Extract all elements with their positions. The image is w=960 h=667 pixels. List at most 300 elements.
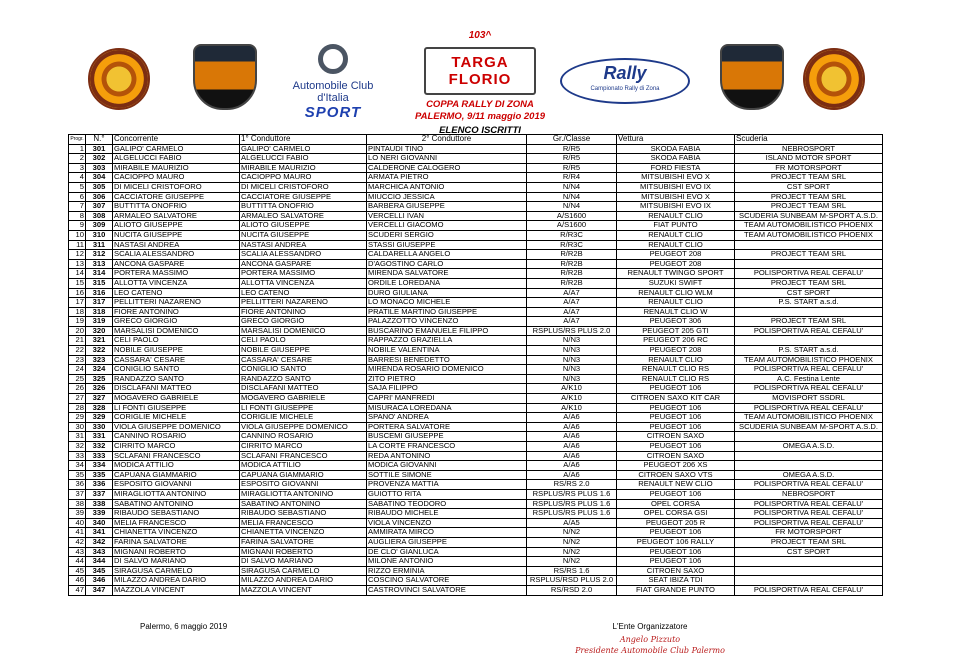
cell-scuderia: POLISPORTIVA REAL CEFALU' (735, 518, 883, 528)
cell-progr: 12 (69, 250, 86, 260)
cell-number: 336 (86, 480, 113, 490)
cell-vettura: RENAULT CLIO WLM (617, 288, 735, 298)
cell-secondo-conduttore: GUIOTTO RITA (367, 489, 527, 499)
table-row (69, 489, 883, 499)
cell-primo-conduttore: MOGAVERO GABRIELE (240, 394, 367, 404)
cell-scuderia: TEAM AUTOMOBILISTICO PHOENIX (735, 413, 883, 423)
cell-number: 340 (86, 518, 113, 528)
cell-number: 332 (86, 442, 113, 452)
cell-progr: 35 (69, 470, 86, 480)
cell-scuderia (735, 557, 883, 567)
cell-gruppo-classe: A/A6 (527, 470, 617, 480)
cell-progr: 33 (69, 451, 86, 461)
cell-vettura: PEUGEOT 106 (617, 422, 735, 432)
col-header-gruppo-classe: Gr./Classe (527, 135, 617, 145)
cell-secondo-conduttore: LO NERI GIOVANNI (367, 154, 527, 164)
cell-vettura: CITROEN SAXO KIT CAR (617, 394, 735, 404)
cell-progr: 27 (69, 394, 86, 404)
cell-gruppo-classe: RS/RS 2.0 (527, 480, 617, 490)
cell-scuderia: FR MOTORSPORT (735, 163, 883, 173)
cell-concorrente: MAZZOLA VINCENT (113, 585, 240, 595)
cell-primo-conduttore: NOBILE GIUSEPPE (240, 346, 367, 356)
cell-number: 326 (86, 384, 113, 394)
cell-vettura: MITSUBISHI EVO IX (617, 182, 735, 192)
cell-gruppo-classe: N/N2 (527, 528, 617, 538)
cell-gruppo-classe: RSPLUS/RSD PLUS 2.0 (527, 576, 617, 586)
cell-primo-conduttore: CACCIATORE GIUSEPPE (240, 192, 367, 202)
cell-vettura: PEUGEOT 208 (617, 259, 735, 269)
organizer-label: L'Ente Organizzatore (612, 622, 688, 631)
cell-scuderia (735, 336, 883, 346)
cell-primo-conduttore: FIORE ANTONINO (240, 307, 367, 317)
cell-primo-conduttore: SABATINO ANTONINO (240, 499, 367, 509)
cell-concorrente: CACCIATORE GIUSEPPE (113, 192, 240, 202)
targa-florio-logo (424, 47, 536, 95)
cell-gruppo-classe: RSPLUS/RS PLUS 1.6 (527, 509, 617, 519)
cell-scuderia: ISLAND MOTOR SPORT (735, 154, 883, 164)
table-row (69, 163, 883, 173)
cell-concorrente: VIOLA GIUSEPPE DOMENICO (113, 422, 240, 432)
table-row (69, 154, 883, 164)
cell-gruppo-classe: RS/RS 1.6 (527, 566, 617, 576)
cell-secondo-conduttore: COSCINO SALVATORE (367, 576, 527, 586)
cell-concorrente: ANCONA GASPARE (113, 259, 240, 269)
table-row (69, 499, 883, 509)
cell-concorrente: CANNINO ROSARIO (113, 432, 240, 442)
cell-concorrente: ALGELUCCI FABIO (113, 154, 240, 164)
cell-gruppo-classe: R/R5 (527, 163, 617, 173)
cell-scuderia (735, 461, 883, 471)
table-row (69, 384, 883, 394)
cell-vettura: PEUGEOT 205 R (617, 518, 735, 528)
cell-primo-conduttore: ANCONA GASPARE (240, 259, 367, 269)
cell-vettura: CITROEN SAXO VTS (617, 470, 735, 480)
cell-secondo-conduttore: MIUCCIO JESSICA (367, 192, 527, 202)
cell-gruppo-classe: A/A7 (527, 288, 617, 298)
cell-gruppo-classe: R/R3C (527, 240, 617, 250)
cell-progr: 39 (69, 509, 86, 519)
organizer-signature-block (570, 622, 730, 655)
cell-progr: 21 (69, 336, 86, 346)
cell-number: 341 (86, 528, 113, 538)
cell-secondo-conduttore: BARBERA GIUSEPPE (367, 202, 527, 212)
cell-primo-conduttore: CASSARA' CESARE (240, 355, 367, 365)
cell-scuderia: POLISPORTIVA REAL CEFALU' (735, 384, 883, 394)
cell-number: 307 (86, 202, 113, 212)
table-row (69, 394, 883, 404)
cell-gruppo-classe: R/R2B (527, 259, 617, 269)
cell-gruppo-classe: R/R4 (527, 173, 617, 183)
cell-concorrente: PORTERA MASSIMO (113, 269, 240, 279)
cell-number: 315 (86, 278, 113, 288)
cell-secondo-conduttore: SCUDERI SERGIO (367, 230, 527, 240)
cell-concorrente: GRECO GIORGIO (113, 317, 240, 327)
cell-progr: 14 (69, 269, 86, 279)
cell-gruppo-classe: A/K10 (527, 394, 617, 404)
cell-progr: 23 (69, 355, 86, 365)
table-row (69, 355, 883, 365)
cell-concorrente: ALLOTTA VINCENZA (113, 278, 240, 288)
cell-concorrente: CORIGLIE MICHELE (113, 413, 240, 423)
footer-place-date: Palermo, 6 maggio 2019 (140, 622, 228, 631)
cell-scuderia: CST SPORT (735, 547, 883, 557)
table-row (69, 317, 883, 327)
cell-secondo-conduttore: REDA ANTONINO (367, 451, 527, 461)
signature-title: Presidente Automobile Club Palermo (575, 646, 725, 655)
table-header-row (69, 135, 883, 145)
cell-number: 334 (86, 461, 113, 471)
cell-scuderia: POLISPORTIVA REAL CEFALU' (735, 269, 883, 279)
cell-number: 320 (86, 326, 113, 336)
cell-scuderia: OMEGA A.S.D. (735, 470, 883, 480)
cell-concorrente: CONIGLIO SANTO (113, 365, 240, 375)
cell-secondo-conduttore: CAPRI' MANFREDI (367, 394, 527, 404)
cell-secondo-conduttore: MILONE ANTONIO (367, 557, 527, 567)
table-row (69, 250, 883, 260)
cell-concorrente: PELLITTERI NAZARENO (113, 298, 240, 308)
cell-gruppo-classe: A/S1600 (527, 211, 617, 221)
cell-primo-conduttore: GRECO GIORGIO (240, 317, 367, 327)
cell-secondo-conduttore: DE CLO' GIANLUCA (367, 547, 527, 557)
cell-secondo-conduttore: SOTTILE SIMONE (367, 470, 527, 480)
cell-progr: 25 (69, 374, 86, 384)
targa-florio-logo-text: TARGA FLORIO (448, 54, 512, 88)
cell-concorrente: CELI PAOLO (113, 336, 240, 346)
cell-vettura: RENAULT CLIO (617, 240, 735, 250)
signature-name: Angelo Pizzuto (619, 635, 681, 644)
cell-number: 304 (86, 173, 113, 183)
table-row (69, 509, 883, 519)
cell-number: 309 (86, 221, 113, 231)
cell-vettura: RENAULT CLIO (617, 230, 735, 240)
cell-secondo-conduttore: ARMATA PIETRO (367, 173, 527, 183)
cell-progr: 7 (69, 202, 86, 212)
cell-primo-conduttore: ALIOTO GIUSEPPE (240, 221, 367, 231)
table-row (69, 230, 883, 240)
cell-primo-conduttore: GALIPO' CARMELO (240, 144, 367, 154)
table-row (69, 413, 883, 423)
automobile-club-palermo-seal-left (88, 48, 150, 110)
rally-logo-subtext: Campionato Rally di Zona (590, 86, 660, 92)
cell-secondo-conduttore: AMMIRATA MIRCO (367, 528, 527, 538)
cell-primo-conduttore: DI SALVO MARIANO (240, 557, 367, 567)
edition-number: 103^ (468, 30, 492, 41)
cell-secondo-conduttore: PALAZZOTTO VINCENZO (367, 317, 527, 327)
cell-vettura: RENAULT CLIO W (617, 307, 735, 317)
cell-secondo-conduttore: PRATILE MARTINO GIUSEPPE (367, 307, 527, 317)
cell-gruppo-classe: A/A6 (527, 422, 617, 432)
cell-primo-conduttore: PELLITTERI NAZARENO (240, 298, 367, 308)
cell-scuderia: MOVISPORT SSDRL (735, 394, 883, 404)
cell-vettura: RENAULT CLIO (617, 355, 735, 365)
cell-concorrente: ALIOTO GIUSEPPE (113, 221, 240, 231)
table-row (69, 442, 883, 452)
cell-number: 317 (86, 298, 113, 308)
cell-concorrente: NASTASI ANDREA (113, 240, 240, 250)
cell-number: 343 (86, 547, 113, 557)
cell-progr: 3 (69, 163, 86, 173)
cell-secondo-conduttore: STASSI GIUSEPPE (367, 240, 527, 250)
cell-progr: 24 (69, 365, 86, 375)
cell-progr: 2 (69, 154, 86, 164)
cell-primo-conduttore: CIRRITO MARCO (240, 442, 367, 452)
cell-progr: 20 (69, 326, 86, 336)
cell-progr: 32 (69, 442, 86, 452)
aci-logo-line2: SPORT (304, 104, 362, 121)
cell-primo-conduttore: ESPOSITO GIOVANNI (240, 480, 367, 490)
cell-number: 316 (86, 288, 113, 298)
cell-vettura: RENAULT CLIO (617, 298, 735, 308)
cell-scuderia: P.S. START a.s.d. (735, 346, 883, 356)
cell-number: 335 (86, 470, 113, 480)
coppa-title: COPPA RALLY DI ZONA (426, 99, 534, 110)
cell-gruppo-classe: N/N2 (527, 547, 617, 557)
cell-scuderia: NEBROSPORT (735, 489, 883, 499)
cell-vettura: PEUGEOT 106 RALLY (617, 537, 735, 547)
cell-primo-conduttore: CONIGLIO SANTO (240, 365, 367, 375)
cell-scuderia: TEAM AUTOMOBILISTICO PHOENIX (735, 355, 883, 365)
cell-concorrente: SIRAGUSA CARMELO (113, 566, 240, 576)
cell-gruppo-classe: RSPLUS/RS PLUS 2.0 (527, 326, 617, 336)
cell-vettura: PEUGEOT 208 (617, 346, 735, 356)
cell-scuderia: SCUDERIA SUNBEAM M-SPORT A.S.D. (735, 211, 883, 221)
col-header-primo-conduttore: 1° Conduttore (240, 135, 367, 145)
cell-progr: 44 (69, 557, 86, 567)
crest-logo-right (720, 44, 784, 110)
table-row (69, 537, 883, 547)
table-row (69, 422, 883, 432)
table-row (69, 566, 883, 576)
cell-secondo-conduttore: DURO GIULIANA (367, 288, 527, 298)
cell-number: 322 (86, 346, 113, 356)
cell-gruppo-classe: R/R3C (527, 230, 617, 240)
table-row (69, 269, 883, 279)
cell-secondo-conduttore: SPANO' ANDREA (367, 413, 527, 423)
cell-secondo-conduttore: MODICA GIOVANNI (367, 461, 527, 471)
cell-gruppo-classe: A/A6 (527, 461, 617, 471)
cell-concorrente: RIBAUDO SEBASTIANO (113, 509, 240, 519)
cell-secondo-conduttore: ORDILE LOREDANA (367, 278, 527, 288)
cell-gruppo-classe: A/A6 (527, 413, 617, 423)
cell-primo-conduttore: RIBAUDO SEBASTIANO (240, 509, 367, 519)
cell-concorrente: GALIPO' CARMELO (113, 144, 240, 154)
cell-concorrente: CIRRITO MARCO (113, 442, 240, 452)
table-row (69, 202, 883, 212)
cell-progr: 47 (69, 585, 86, 595)
cell-primo-conduttore: CAPUANA GIAMMARIO (240, 470, 367, 480)
table-row (69, 211, 883, 221)
cell-primo-conduttore: SCALIA ALESSANDRO (240, 250, 367, 260)
cell-secondo-conduttore: NOBILE VALENTINA (367, 346, 527, 356)
cell-concorrente: DI SALVO MARIANO (113, 557, 240, 567)
cell-vettura: SUZUKI SWIFT (617, 278, 735, 288)
cell-progr: 28 (69, 403, 86, 413)
cell-scuderia: PROJECT TEAM SRL (735, 250, 883, 260)
cell-concorrente: MILAZZO ANDREA DARIO (113, 576, 240, 586)
cell-number: 328 (86, 403, 113, 413)
cell-vettura: OPEL CORSA GSI (617, 509, 735, 519)
cell-number: 308 (86, 211, 113, 221)
cell-scuderia (735, 451, 883, 461)
cell-secondo-conduttore: SABATINO TEODORO (367, 499, 527, 509)
cell-secondo-conduttore: D'AGOSTINO CARLO (367, 259, 527, 269)
cell-vettura: PEUGEOT 208 (617, 250, 735, 260)
cell-progr: 22 (69, 346, 86, 356)
cell-concorrente: RANDAZZO SANTO (113, 374, 240, 384)
cell-progr: 31 (69, 432, 86, 442)
cell-vettura: OPEL CORSA (617, 499, 735, 509)
cell-scuderia: CST SPORT (735, 182, 883, 192)
cell-concorrente: MIRABILE MAURIZIO (113, 163, 240, 173)
cell-secondo-conduttore: MIRENDA ROSARIO DOMENICO (367, 365, 527, 375)
cell-gruppo-classe: N/N4 (527, 192, 617, 202)
cell-vettura: CITROEN SAXO (617, 432, 735, 442)
cell-secondo-conduttore: RIZZO ERMINIA (367, 566, 527, 576)
cell-primo-conduttore: MIRABILE MAURIZIO (240, 163, 367, 173)
cell-secondo-conduttore: PROVENZA MATTIA (367, 480, 527, 490)
cell-number: 312 (86, 250, 113, 260)
cell-vettura: PEUGEOT 106 (617, 489, 735, 499)
cell-vettura: PEUGEOT 205 GTI (617, 326, 735, 336)
cell-secondo-conduttore: PORTERA SALVATORE (367, 422, 527, 432)
cell-vettura: MITSUBISHI EVO X (617, 192, 735, 202)
cell-number: 342 (86, 537, 113, 547)
table-row (69, 374, 883, 384)
cell-gruppo-classe: A/A6 (527, 432, 617, 442)
cell-gruppo-classe: A/A5 (527, 518, 617, 528)
cell-progr: 36 (69, 480, 86, 490)
cell-scuderia: POLISPORTIVA REAL CEFALU' (735, 326, 883, 336)
table-row (69, 173, 883, 183)
cell-vettura: PEUGEOT 206 XS (617, 461, 735, 471)
cell-scuderia: FR MOTORSPORT (735, 528, 883, 538)
cell-number: 327 (86, 394, 113, 404)
cell-primo-conduttore: ARMALEO SALVATORE (240, 211, 367, 221)
cell-progr: 4 (69, 173, 86, 183)
cell-progr: 29 (69, 413, 86, 423)
cell-secondo-conduttore: PINTAUDI TINO (367, 144, 527, 154)
cell-primo-conduttore: BUTTITTA ONOFRIO (240, 202, 367, 212)
table-row (69, 298, 883, 308)
cell-concorrente: MOGAVERO GABRIELE (113, 394, 240, 404)
cell-scuderia: POLISPORTIVA REAL CEFALU' (735, 365, 883, 375)
cell-primo-conduttore: LI FONTI GIUSEPPE (240, 403, 367, 413)
cell-secondo-conduttore: RIBAUDO MICHELE (367, 509, 527, 519)
aci-logo-line1: Automobile Club d'Italia (292, 80, 374, 104)
cell-progr: 8 (69, 211, 86, 221)
cell-number: 311 (86, 240, 113, 250)
table-row (69, 480, 883, 490)
cell-concorrente: ESPOSITO GIOVANNI (113, 480, 240, 490)
list-title: ELENCO ISCRITTI (439, 125, 521, 136)
cell-concorrente: MARSALISI DOMENICO (113, 326, 240, 336)
cell-gruppo-classe: A/A7 (527, 307, 617, 317)
cell-secondo-conduttore: VIOLA VINCENZO (367, 518, 527, 528)
cell-scuderia: P.S. START a.s.d. (735, 298, 883, 308)
cell-progr: 42 (69, 537, 86, 547)
cell-number: 314 (86, 269, 113, 279)
crest-logo-left (193, 44, 257, 110)
cell-number: 321 (86, 336, 113, 346)
cell-gruppo-classe: N/N3 (527, 336, 617, 346)
cell-primo-conduttore: DISCLAFANI MATTEO (240, 384, 367, 394)
cell-progr: 13 (69, 259, 86, 269)
cell-primo-conduttore: PORTERA MASSIMO (240, 269, 367, 279)
cell-vettura: PEUGEOT 106 (617, 403, 735, 413)
cell-concorrente: LI FONTI GIUSEPPE (113, 403, 240, 413)
cell-secondo-conduttore: AUGLIERA GIUSEPPE (367, 537, 527, 547)
col-header-vettura: Vettura (617, 135, 735, 145)
col-header-scuderia: Scuderia (735, 135, 883, 145)
table-row (69, 346, 883, 356)
cell-gruppo-classe: R/R2B (527, 278, 617, 288)
cell-vettura: PEUGEOT 206 RC (617, 336, 735, 346)
cell-scuderia: POLISPORTIVA REAL CEFALU' (735, 403, 883, 413)
cell-vettura: CITROEN SAXO (617, 451, 735, 461)
cell-primo-conduttore: CANNINO ROSARIO (240, 432, 367, 442)
table-row (69, 576, 883, 586)
cell-secondo-conduttore: MIRENDA SALVATORE (367, 269, 527, 279)
table-row (69, 470, 883, 480)
cell-gruppo-classe: N/N2 (527, 557, 617, 567)
cell-vettura: RENAULT CLIO RS (617, 365, 735, 375)
cell-scuderia: PROJECT TEAM SRL (735, 317, 883, 327)
cell-secondo-conduttore: BARRESI BENEDETTO (367, 355, 527, 365)
cell-vettura: PEUGEOT 106 (617, 384, 735, 394)
cell-scuderia (735, 566, 883, 576)
cell-vettura: MITSUBISHI EVO IX (617, 202, 735, 212)
cell-gruppo-classe: A/K10 (527, 403, 617, 413)
cell-gruppo-classe: A/A6 (527, 451, 617, 461)
cell-primo-conduttore: ALLOTTA VINCENZA (240, 278, 367, 288)
cell-number: 319 (86, 317, 113, 327)
cell-number: 318 (86, 307, 113, 317)
cell-gruppo-classe: N/N3 (527, 355, 617, 365)
cell-progr: 10 (69, 230, 86, 240)
aci-sport-logo (278, 44, 388, 121)
cell-progr: 40 (69, 518, 86, 528)
table-row (69, 518, 883, 528)
table-row (69, 307, 883, 317)
cell-progr: 26 (69, 384, 86, 394)
cell-primo-conduttore: MARSALISI DOMENICO (240, 326, 367, 336)
cell-vettura: PEUGEOT 106 (617, 442, 735, 452)
cell-vettura: MITSUBISHI EVO X (617, 173, 735, 183)
cell-primo-conduttore: MIGNANI ROBERTO (240, 547, 367, 557)
cell-progr: 43 (69, 547, 86, 557)
table-row (69, 547, 883, 557)
cell-gruppo-classe: RSPLUS/RS PLUS 1.6 (527, 489, 617, 499)
table-row (69, 528, 883, 538)
cell-number: 323 (86, 355, 113, 365)
cell-secondo-conduttore: LA CORTE FRANCESCO (367, 442, 527, 452)
cell-concorrente: ARMALEO SALVATORE (113, 211, 240, 221)
table-row (69, 451, 883, 461)
cell-vettura: FORD FIESTA (617, 163, 735, 173)
cell-scuderia: A.C. Festina Lente (735, 374, 883, 384)
cell-gruppo-classe: RS/RSD 2.0 (527, 585, 617, 595)
col-header-secondo-conduttore: 2° Conduttore (367, 135, 527, 145)
cell-concorrente: CASSARA' CESARE (113, 355, 240, 365)
cell-gruppo-classe: N/N2 (527, 537, 617, 547)
cell-primo-conduttore: SCLAFANI FRANCESCO (240, 451, 367, 461)
cell-progr: 30 (69, 422, 86, 432)
cell-primo-conduttore: LEO CATENO (240, 288, 367, 298)
cell-concorrente: FIORE ANTONINO (113, 307, 240, 317)
cell-concorrente: CACIOPPO MAURO (113, 173, 240, 183)
cell-secondo-conduttore: CASTROVINCI SALVATORE (367, 585, 527, 595)
cell-primo-conduttore: DI MICELI CRISTOFORO (240, 182, 367, 192)
